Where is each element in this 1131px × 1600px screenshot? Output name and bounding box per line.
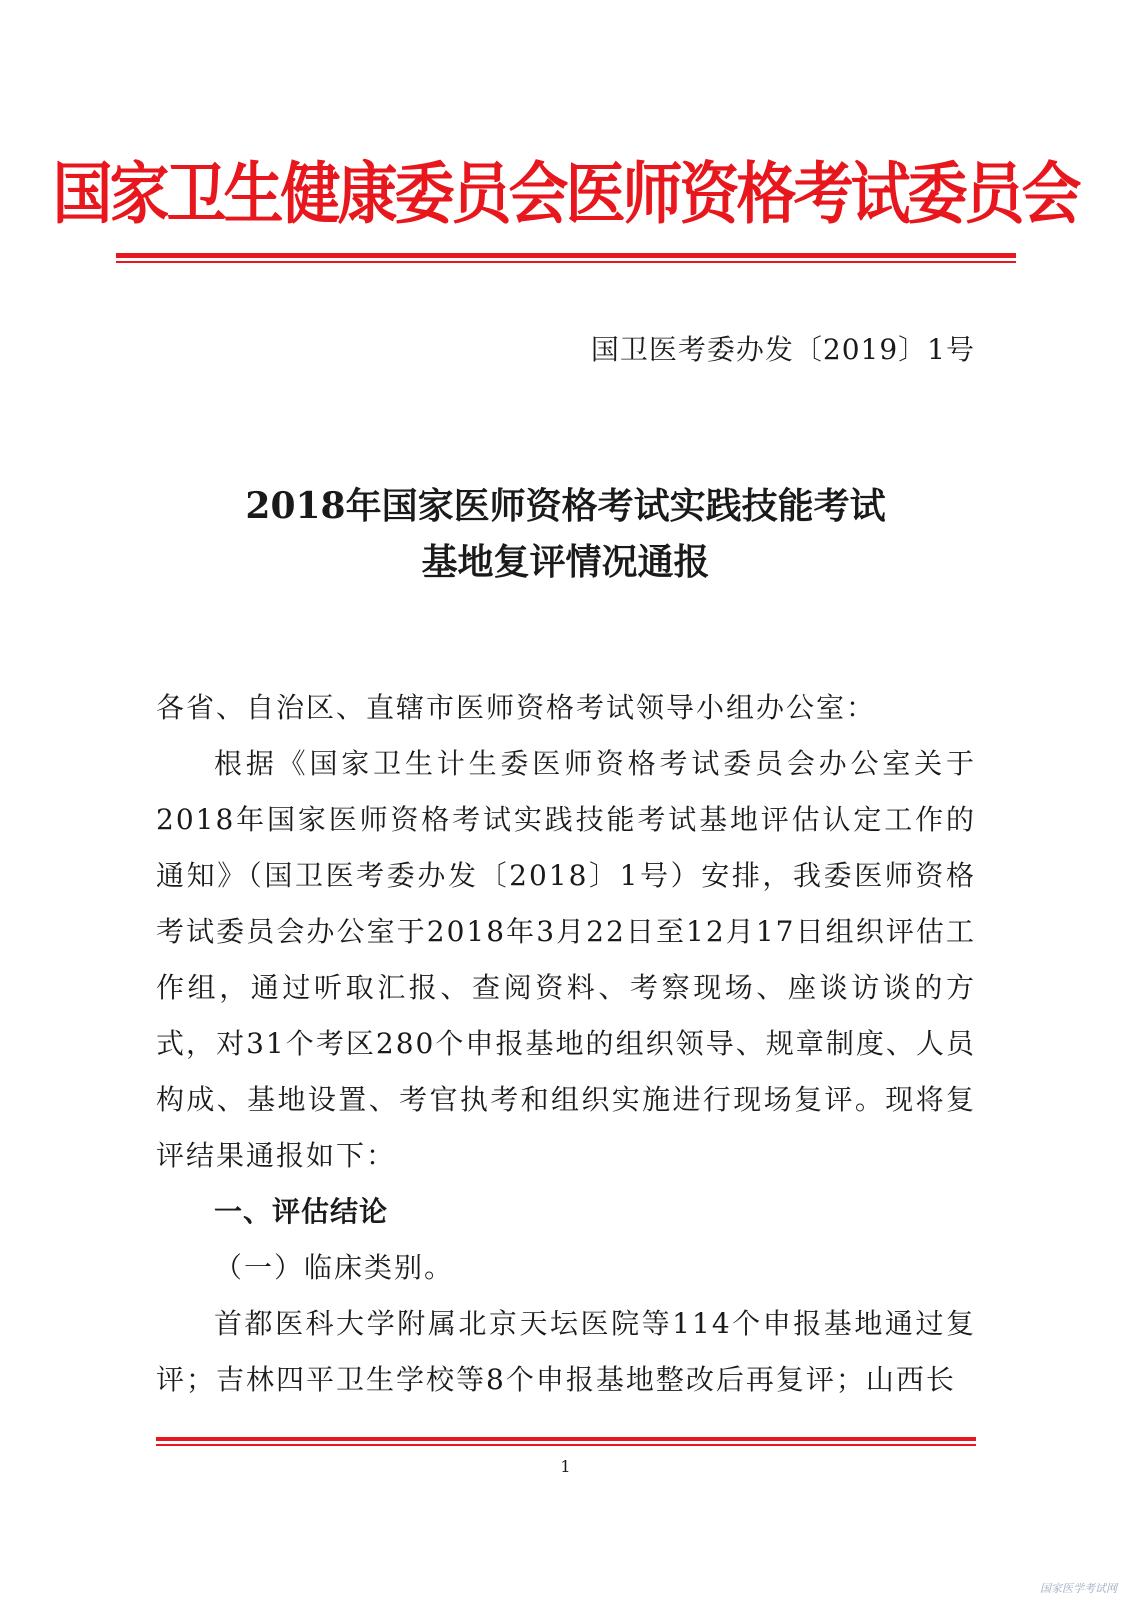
- subsection-heading: （一）临床类别。: [214, 1251, 455, 1284]
- masthead-title: 国家卫生健康委员会医师资格考试委员会: [52, 155, 1079, 234]
- document-body: [156, 680, 976, 1408]
- salutation: 各省、自治区、直辖市医师资格考试领导小组办公室：: [156, 691, 877, 724]
- masthead-red-rule-thin: [116, 261, 1016, 263]
- masthead-red-rule: [116, 253, 1016, 258]
- document-number: 国卫医考委办发〔2019〕1号: [590, 333, 975, 366]
- title-line-2: 基地复评情况通报: [421, 541, 710, 583]
- watermark: 国家医学考试网: [1040, 1582, 1117, 1595]
- footer-red-rule-thin: [156, 1444, 976, 1446]
- page-number: 1: [560, 1457, 571, 1476]
- section-heading: 一、评估结论: [214, 1195, 389, 1228]
- footer-red-rule: [156, 1437, 976, 1441]
- document-title: [0, 478, 1131, 590]
- body-paragraph: 根据《国家卫生计生委医师资格考试委员会办公室关于2018年国家医师资格考试实践技能考试基地评估认定工作的通知》（国卫医考委办发〔2018〕1号）安排，我委医师资格考试委员会办公室于2018年3月22日至12月17日组织评估工作组，通过听取汇报、查阅资料、考察现场、座谈访谈的方式，对31个考区280个申报基地的组织领导、规章制度、人员构成、基地设置、考官执考和组织实施进行现场复评。现将复评结果通报如下：: [156, 747, 976, 1172]
- body-paragraph: 首都医科大学附属北京天坛医院等114个申报基地通过复评；吉林四平卫生学校等8个申报基地整改后再复评；山西长: [156, 1307, 976, 1396]
- title-line-1: 2018年国家医师资格考试实践技能考试: [245, 485, 886, 527]
